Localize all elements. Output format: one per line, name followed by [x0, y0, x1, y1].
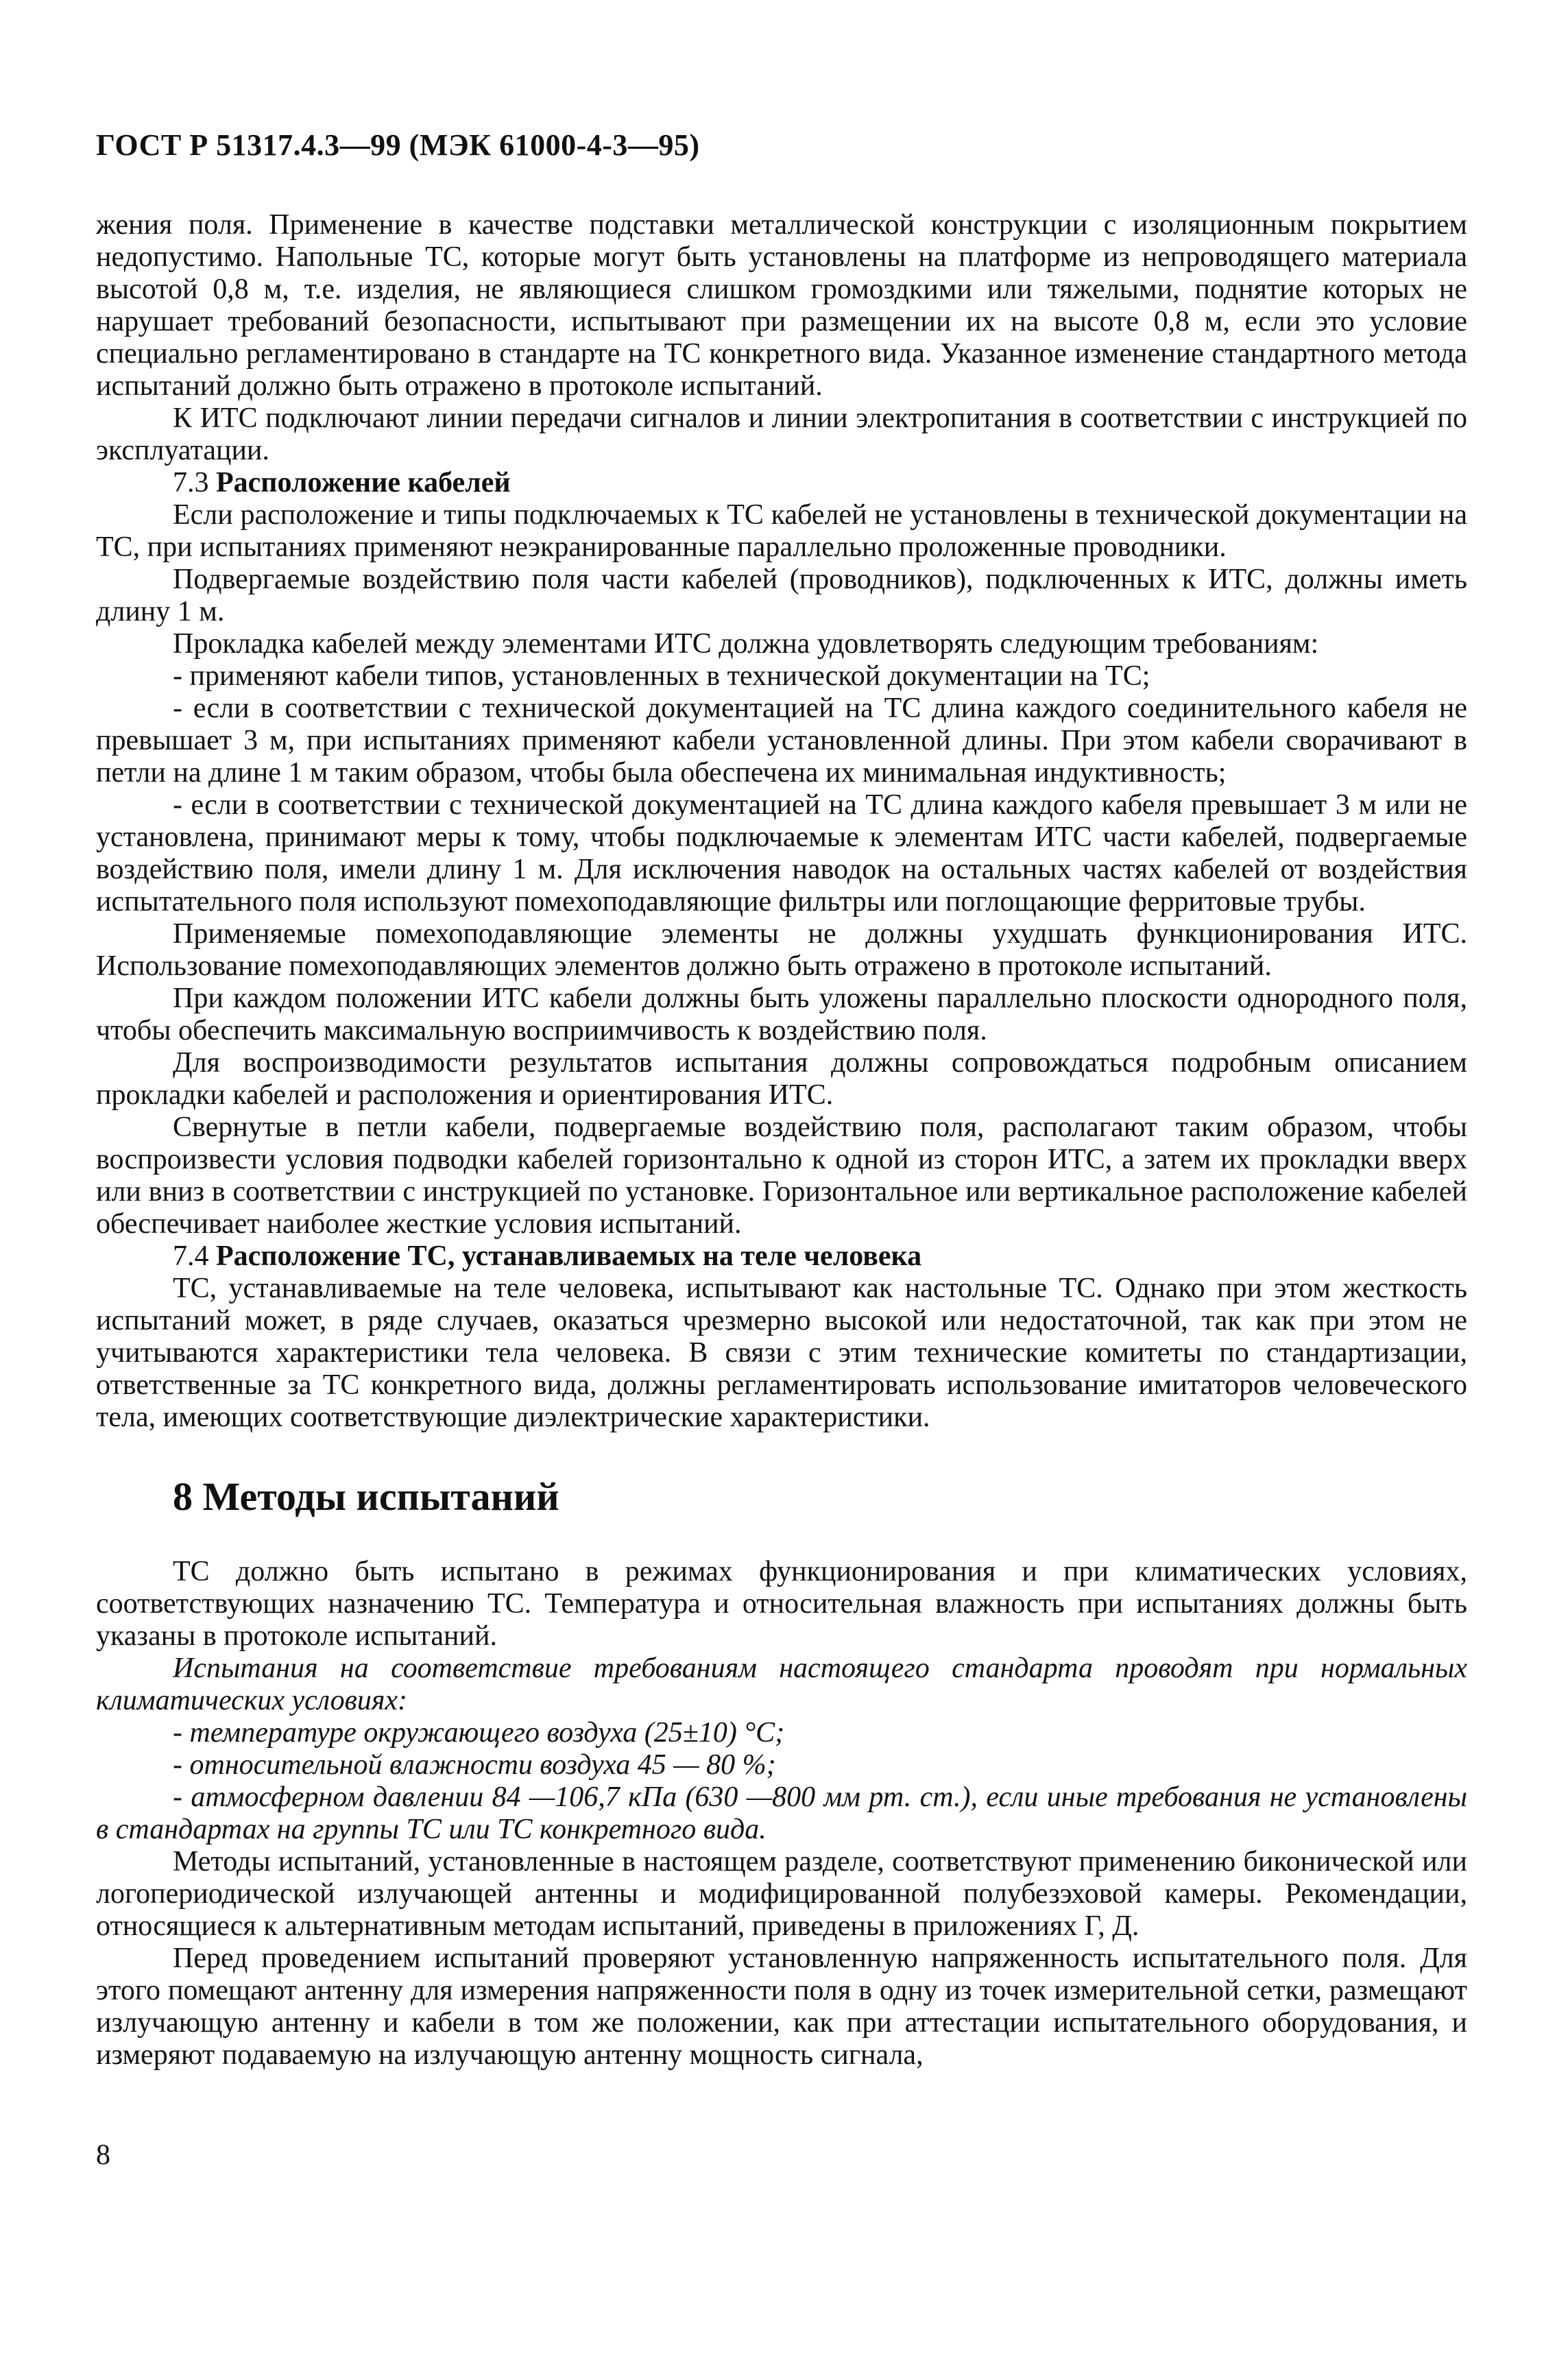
paragraph: Применяемые помехоподавляющие элементы не должны ухудшать функционирования ИТС. Использование помехоподавляющих элементов должно быть отражено в протоколе испытаний.: [96, 918, 1467, 982]
paragraph: К ИТС подключают линии передачи сигналов и линии электропитания в соответствии с инструкцией по эксплуатации.: [96, 403, 1467, 466]
document-body: [96, 209, 1467, 2071]
italic-list-item: - относительной влажности воздуха 45 — 80 %;: [173, 1749, 776, 1781]
italic-list-item: - атмосферном давлении 84 —106,7 кПа (630 —800 мм рт. ст.), если иные требования не установлены в стандартах на группы ТС или ТС конкретного вида.: [96, 1781, 1467, 1845]
paragraph: Если расположение и типы подключаемых к ТС кабелей не установлены в технической документации на ТС, при испытаниях применяют неэкранированные параллельно проложенные проводники.: [96, 499, 1467, 563]
italic-paragraph: Испытания на соответствие требованиям настоящего стандарта проводят при нормальных климатических условиях:: [96, 1653, 1467, 1716]
paragraph: При каждом положении ИТС кабели должны быть уложены параллельно плоскости однородного поля, чтобы обеспечить максимальную восприимчивость к воздействию поля.: [96, 983, 1467, 1046]
list-item: - если в соответствии с технической документацией на ТС длина каждого кабеля превышает 3 м или не установлена, принимают меры к тому, чтобы подключаемые к элементам ИТС части кабелей, подвергаемые воздействию поля, имели длину 1 м. Для исключения наводок на остальных частях кабелей от воздействия испытательного поля используют помехоподавляющие фильтры или поглощающие ферритовые трубы.: [96, 789, 1467, 917]
paragraph: Свернутые в петли кабели, подвергаемые воздействию поля, располагают таким образом, чтобы воспроизвести условия подводки кабелей горизонтально к одной из сторон ИТС, а затем их прокладки вверх или вниз в соответствии с инструкцией по установке. Горизонтальное или вертикальное расположение кабелей обеспечивает наиболее жесткие условия испытаний.: [96, 1112, 1467, 1240]
subsection-heading-7-3: [96, 467, 1467, 499]
subsection-title: Расположение ТС, устанавливаемых на теле человека: [216, 1240, 922, 1272]
paragraph: Для воспроизводимости результатов испытания должны сопровождаться подробным описанием прокладки кабелей и расположения и ориентирования ИТС.: [96, 1047, 1467, 1111]
subsection-number: 7.3: [173, 467, 209, 499]
section-title: 8 Методы испытаний: [173, 1474, 559, 1519]
paragraph: Методы испытаний, установленные в настоящем разделе, соответствуют применению биконической или логопериодической излучающей антенны и модифицированной полубезэховой камеры. Рекомендации, относящиеся к альтернативным методам испытаний, приведены в приложениях Г, Д.: [96, 1846, 1467, 1942]
paragraph: Перед проведением испытаний проверяют установленную напряженность испытательного поля. Для этого помещают антенну для измерения напряженности поля в одну из точек измерительной сетки, размещают излучающую антенну и кабели в том же положении, как при аттестации испытательного оборудования, и измеряют подаваемую на излучающую антенну мощность сигнала,: [96, 1943, 1467, 2071]
page-number: 8: [96, 2139, 110, 2171]
paragraph: жения поля. Применение в качестве подставки металлической конструкции с изоляционным покрытием недопустимо. Напольные ТС, которые могут быть установлены на платформе из непроводящего материала высотой 0,8 м, т.е. изделия, не являющиеся слишком громоздкими или тяжелыми, поднятие которых не нарушает требований безопасности, испытывают при размещении их на высоте 0,8 м, если это условие специально регламентировано в стандарте на ТС конкретного вида. Указанное изменение стандартного метода испытаний должно быть отражено в протоколе испытаний.: [96, 209, 1467, 402]
paragraph: ТС должно быть испытано в режимах функционирования и при климатических условиях, соответствующих назначению ТС. Температура и относительная влажность при испытаниях должны быть указаны в протоколе испытаний.: [96, 1556, 1467, 1652]
subsection-number: 7.4: [173, 1240, 209, 1272]
list-item: - если в соответствии с технической документацией на ТС длина каждого соединительного кабеля не превышает 3 м, при испытаниях применяют кабели установленной длины. При этом кабели сворачивают в петли на длине 1 м таким образом, чтобы была обеспечена их минимальная индуктивность;: [96, 693, 1467, 789]
subsection-heading-7-4: [96, 1240, 1467, 1273]
paragraph: ТС, устанавливаемые на теле человека, испытывают как настольные ТС. Однако при этом жесткость испытаний может, в ряде случаев, оказаться чрезмерно высокой или недостаточной, так как при этом не учитываются характеристики тела человека. В связи с этим технические комитеты по стандартизации, ответственные за ТС конкретного вида, должны регламентировать использование имитаторов человеческого тела, имеющих соответствующие диэлектрические характеристики.: [96, 1273, 1467, 1433]
italic-list-item: - температуре окружающего воздуха (25±10) °С;: [173, 1717, 785, 1749]
list-item: - применяют кабели типов, установленных в технической документации на ТС;: [173, 660, 1150, 692]
subsection-title: Расположение кабелей: [216, 467, 511, 499]
standard-header: ГОСТ Р 51317.4.3—99 (МЭК 61000-4-3—95): [96, 128, 700, 162]
paragraph: Подвергаемые воздействию поля части кабелей (проводников), подключенных к ИТС, должны иметь длину 1 м.: [96, 564, 1467, 627]
paragraph: Прокладка кабелей между элементами ИТС должна удовлетворять следующим требованиям:: [173, 628, 1319, 660]
